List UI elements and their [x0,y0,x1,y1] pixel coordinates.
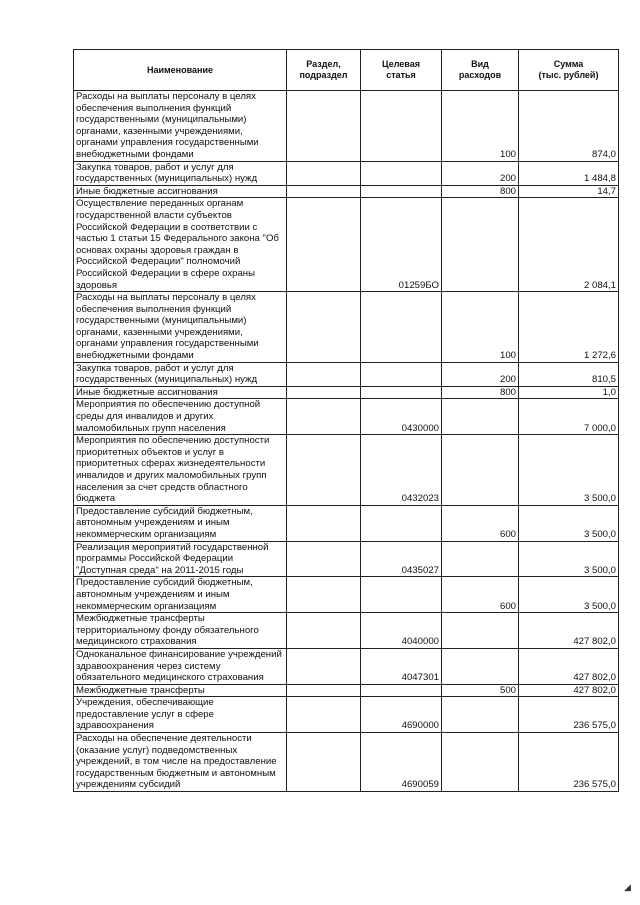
cell-name: Расходы на выплаты персоналу в целях обеспечения выполнения функций государственными (муниципальными) органами, казенными учреждениями, органами управления государственными внебюджетными фондами [74,292,287,363]
cell-name: Иные бюджетные ассигнования [74,386,287,399]
cell-name: Учреждения, обеспечивающие предоставление услуг в сфере здравоохранения [74,697,287,733]
cell-type [442,399,519,435]
cell-sum: 427 802,0 [519,613,619,649]
cell-name: Одноканальное финансирование учреждений здравоохранения через систему обязательного медицинского страхования [74,648,287,684]
header-sum [519,50,619,91]
header-name-label: Наименование [146,64,214,75]
budget-table [73,49,619,792]
cell-target [361,185,442,198]
cell-section [287,161,361,185]
cell-type [442,613,519,649]
cell-section [287,185,361,198]
cell-sum: 3 500,0 [519,435,619,506]
cell-target: 01259БО [361,198,442,292]
header-sum-label: Сумма (тыс. рублей) [538,59,599,80]
table-row [74,435,619,506]
cell-target [361,386,442,399]
cell-section [287,505,361,541]
table-row [74,733,619,792]
cell-target [361,577,442,613]
header-target [361,50,442,91]
cell-name: Иные бюджетные ассигнования [74,185,287,198]
cell-name: Предоставление субсидий бюджетным, автономным учреждениям и иным некоммерческим организациям [74,505,287,541]
header-section-label: Раздел, подраздел [299,59,348,80]
table-row [74,697,619,733]
table-row [74,386,619,399]
table-row [74,577,619,613]
cell-sum: 1 484,8 [519,161,619,185]
cell-type: 800 [442,386,519,399]
cell-type [442,198,519,292]
cell-sum: 236 575,0 [519,733,619,792]
table-row [74,198,619,292]
table-row [74,292,619,363]
cell-sum: 3 500,0 [519,541,619,577]
table-row [74,541,619,577]
cell-target [361,161,442,185]
cell-type: 100 [442,91,519,162]
cell-name: Осуществление переданных органам государственной власти субъектов Российской Федерации в соответствии с частью 1 статьи 15 Федерального закона "Об основах охраны здоровья граждан в Российской Федерации" полномочий Российской Федерации в сфере охраны здоровья [74,198,287,292]
cell-type [442,697,519,733]
cell-type: 600 [442,577,519,613]
header-type-label: Вид расходов [458,59,502,80]
cell-section [287,292,361,363]
page-corner-mark: ◢ [624,882,631,892]
cell-target: 0432023 [361,435,442,506]
cell-target [361,292,442,363]
cell-name: Закупка товаров, работ и услуг для государственных (муниципальных) нужд [74,362,287,386]
cell-target: 4047301 [361,648,442,684]
cell-section [287,648,361,684]
cell-type: 500 [442,684,519,697]
cell-section [287,541,361,577]
table-row [74,505,619,541]
cell-section [287,198,361,292]
cell-name: Мероприятия по обеспечению доступности приоритетных объектов и услуг в приоритетных сферах жизнедеятельности инвалидов и других маломобильных групп населения за счет средств областного бюджета [74,435,287,506]
cell-section [287,613,361,649]
cell-type: 200 [442,362,519,386]
table-row [74,161,619,185]
cell-type [442,541,519,577]
cell-section [287,697,361,733]
table-row [74,648,619,684]
header-section [287,50,361,91]
cell-target: 0435027 [361,541,442,577]
cell-sum: 7 000,0 [519,399,619,435]
cell-target: 4690000 [361,697,442,733]
header-type [442,50,519,91]
cell-name: Предоставление субсидий бюджетным, автономным учреждениям и иным некоммерческим организациям [74,577,287,613]
cell-section [287,362,361,386]
cell-type [442,733,519,792]
cell-name: Расходы на выплаты персоналу в целях обеспечения выполнения функций государственными (муниципальными) органами, казенными учреждениями, органами управления государственными внебюджетными фондами [74,91,287,162]
cell-target [361,684,442,697]
cell-name: Межбюджетные трансферты территориальному фонду обязательного медицинского страхования [74,613,287,649]
header-target-label: Целевая статья [382,59,420,80]
cell-name: Закупка товаров, работ и услуг для государственных (муниципальных) нужд [74,161,287,185]
cell-target: 0430000 [361,399,442,435]
cell-sum: 427 802,0 [519,648,619,684]
cell-sum: 427 802,0 [519,684,619,697]
cell-sum: 874,0 [519,91,619,162]
cell-type: 100 [442,292,519,363]
cell-type: 800 [442,185,519,198]
cell-section [287,399,361,435]
cell-target [361,505,442,541]
table-row [74,185,619,198]
cell-type: 600 [442,505,519,541]
cell-target [361,362,442,386]
cell-target: 4040000 [361,613,442,649]
cell-name: Реализация мероприятий государственной программы Российской Федерации "Доступная среда" на 2011-2015 годы [74,541,287,577]
table-header-row [74,50,619,91]
cell-section [287,435,361,506]
cell-section [287,386,361,399]
table-row [74,613,619,649]
cell-target: 4690059 [361,733,442,792]
cell-name: Межбюджетные трансферты [74,684,287,697]
cell-section [287,684,361,697]
cell-type [442,435,519,506]
table-row [74,399,619,435]
cell-sum: 236 575,0 [519,697,619,733]
header-name [74,50,287,91]
cell-type [442,648,519,684]
table-row [74,91,619,162]
cell-sum: 3 500,0 [519,577,619,613]
table-row [74,684,619,697]
cell-section [287,577,361,613]
cell-type: 200 [442,161,519,185]
cell-target [361,91,442,162]
cell-section [287,733,361,792]
cell-section [287,91,361,162]
table-row [74,362,619,386]
cell-sum: 810,5 [519,362,619,386]
cell-sum: 2 084,1 [519,198,619,292]
cell-sum: 1,0 [519,386,619,399]
cell-sum: 14,7 [519,185,619,198]
cell-name: Расходы на обеспечение деятельности (оказание услуг) подведомственных учреждений, в том числе на предоставление государственным бюджетным и автономным учреждениям субсидий [74,733,287,792]
cell-sum: 3 500,0 [519,505,619,541]
cell-sum: 1 272,6 [519,292,619,363]
cell-name: Мероприятия по обеспечению доступной среды для инвалидов и других маломобильных групп населения [74,399,287,435]
